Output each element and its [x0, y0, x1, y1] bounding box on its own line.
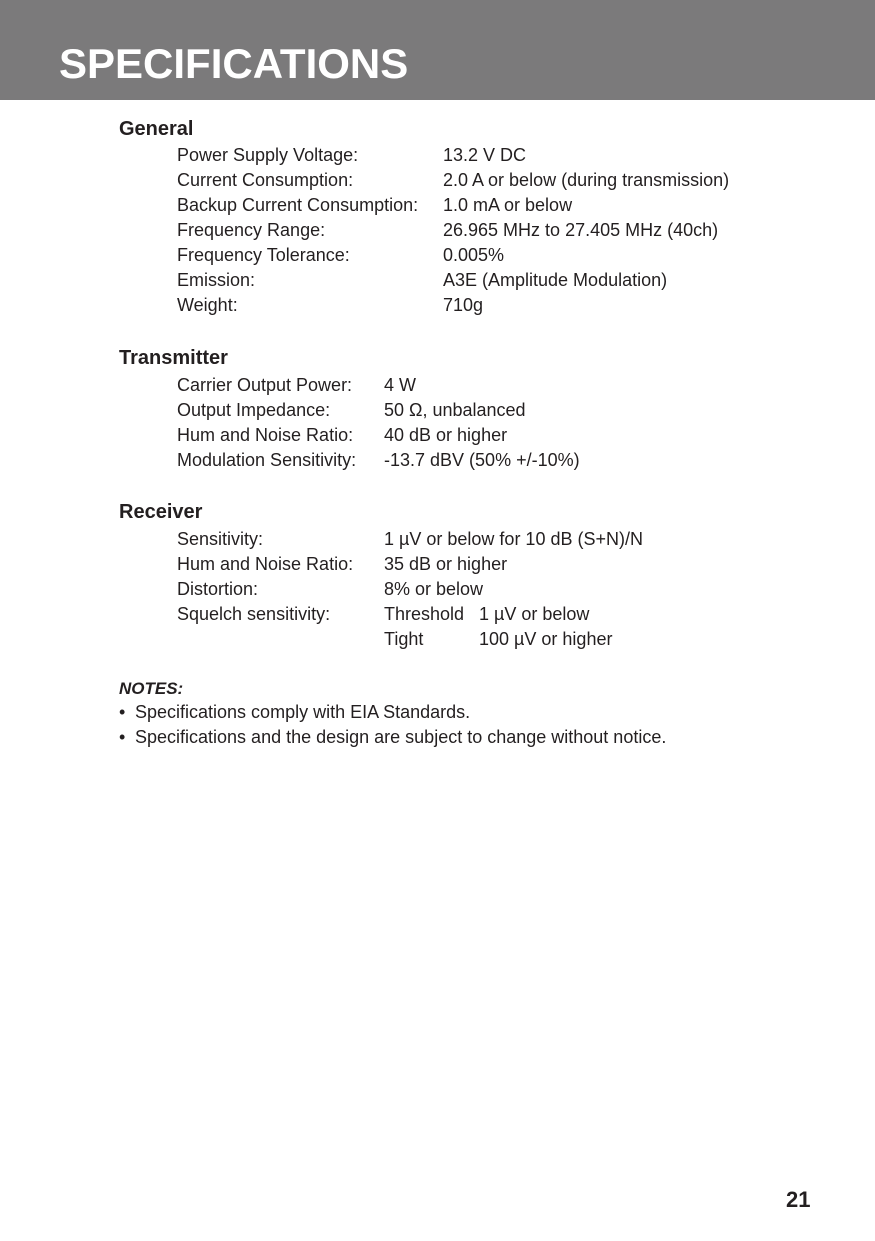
spec-value: 40 dB or higher — [384, 425, 508, 445]
spec-value: 50 Ω, unbalanced — [384, 400, 526, 420]
page-title: SPECIFICATIONS — [59, 40, 409, 87]
note-text: Specifications comply with EIA Standards. — [135, 702, 471, 722]
section-title-general: General — [119, 118, 194, 140]
notes-title: NOTES: — [119, 679, 184, 698]
note-text: Specifications and the design are subject to change without notice. — [135, 727, 667, 747]
page-number: 21 — [786, 1187, 811, 1212]
header-bar — [0, 0, 875, 100]
spec-label: Current Consumption: — [177, 170, 354, 190]
spec-label: Hum and Noise Ratio: — [177, 425, 354, 445]
squelch-threshold-value: 1 µV or below — [479, 604, 590, 624]
spec-value: 4 W — [384, 375, 417, 395]
squelch-tight-value: 100 µV or higher — [479, 629, 613, 649]
bullet: • — [119, 702, 126, 722]
spec-label: Frequency Range: — [177, 220, 326, 240]
spec-label: Sensitivity: — [177, 529, 264, 549]
spec-label: Hum and Noise Ratio: — [177, 554, 354, 574]
spec-value: 0.005% — [443, 245, 505, 265]
spec-value: 8% or below — [384, 579, 484, 599]
spec-label: Distortion: — [177, 579, 259, 599]
spec-label: Output Impedance: — [177, 400, 331, 420]
spec-value: A3E (Amplitude Modulation) — [443, 270, 668, 290]
spec-value: 1 µV or below for 10 dB (S+N)/N — [384, 529, 643, 549]
spec-value: 710g — [443, 295, 484, 315]
spec-label: Carrier Output Power: — [177, 375, 353, 395]
spec-value: 26.965 MHz to 27.405 MHz (40ch) — [443, 220, 719, 240]
section-title-receiver: Receiver — [119, 501, 203, 523]
spec-label: Modulation Sensitivity: — [177, 450, 357, 470]
spec-value: -13.7 dBV (50% +/-10%) — [384, 450, 580, 470]
spec-value: 13.2 V DC — [443, 145, 527, 165]
squelch-tight-name: Tight — [384, 629, 424, 649]
spec-value: 2.0 A or below (during transmission) — [443, 170, 730, 190]
spec-value: 35 dB or higher — [384, 554, 508, 574]
squelch-threshold-name: Threshold — [384, 604, 465, 624]
spec-label: Emission: — [177, 270, 256, 290]
spec-label: Frequency Tolerance: — [177, 245, 350, 265]
spec-label: Power Supply Voltage: — [177, 145, 359, 165]
spec-label: Weight: — [177, 295, 238, 315]
spec-label: Squelch sensitivity: — [177, 604, 331, 624]
section-title-transmitter: Transmitter — [119, 347, 228, 369]
bullet: • — [119, 727, 126, 747]
spec-value: 1.0 mA or below — [443, 195, 573, 215]
spec-label: Backup Current Consumption: — [177, 195, 419, 215]
